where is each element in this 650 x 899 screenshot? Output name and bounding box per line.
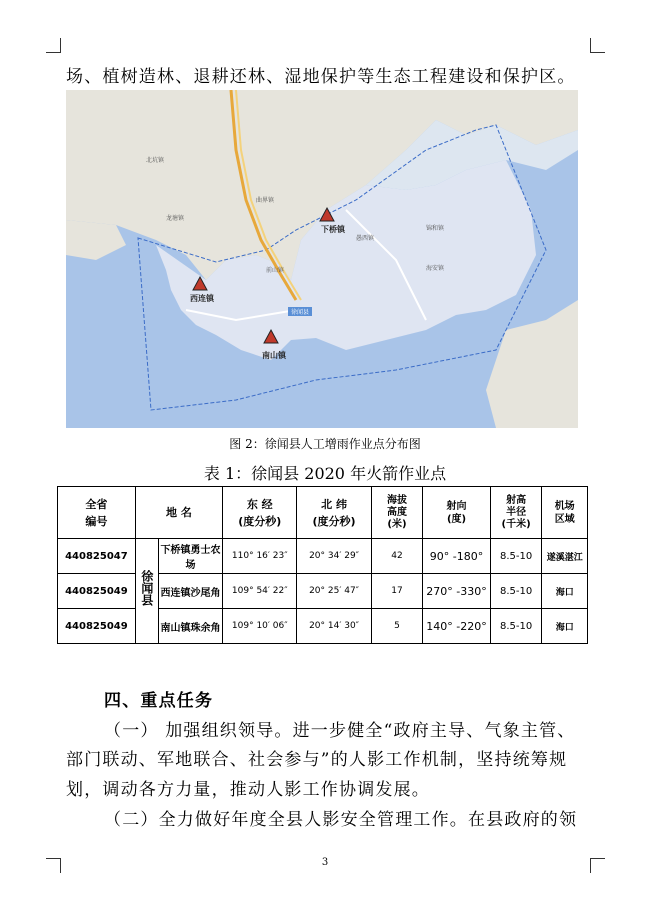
- cell-range: 8.5-10: [490, 539, 542, 574]
- cell-dir: 90° -180°: [423, 539, 491, 574]
- map-town-label: 南山镇: [262, 350, 286, 360]
- page-corner-mark: [46, 38, 61, 53]
- figure-caption: 图 2：徐闻县人工增雨作业点分布图: [229, 437, 421, 451]
- map-label: 前山镇: [266, 267, 285, 274]
- table-row: [58, 539, 588, 574]
- cell-lon: 110° 16′ 23″: [223, 539, 297, 574]
- cell-dir: 270° -330°: [423, 574, 491, 609]
- table-header-row: [58, 487, 588, 539]
- cell-place: 南山镇珠余角: [158, 609, 222, 644]
- page-number: 3: [321, 857, 329, 868]
- county-name: 徐闻县: [139, 569, 154, 606]
- map-label: 锦和镇: [426, 225, 445, 232]
- top-paragraph: 场、植树造林、退耕还林、湿地保护等生态工程建设和保护区。: [66, 67, 576, 87]
- page-corner-mark: [590, 38, 605, 53]
- cell-lon: 109° 10′ 06″: [223, 609, 297, 644]
- map-label: 愚西镇: [356, 235, 375, 242]
- header-lon: 东 经 (度分秒): [223, 487, 297, 539]
- rocket-site-table: [57, 486, 588, 644]
- table-caption: 表 1：徐闻县 2020 年火箭作业点: [203, 464, 447, 483]
- cell-place: 下桥镇勇士农场: [158, 539, 222, 574]
- cell-dir: 140° -220°: [423, 609, 491, 644]
- cell-code: 440825049: [58, 574, 136, 609]
- header-lat: 北 纬 (度分秒): [297, 487, 371, 539]
- header-alt: 海拔 高度 (米): [371, 487, 423, 539]
- header-code: 全省 编号: [58, 487, 136, 539]
- map-label: 龙塘镇: [166, 215, 185, 222]
- map-label-county: 徐闻县: [290, 309, 310, 316]
- cell-lon: 109° 54′ 22″: [223, 574, 297, 609]
- header-airport: 机场 区域: [542, 487, 588, 539]
- map-label: 海安镇: [426, 265, 445, 272]
- map-town-label: 下桥镇: [321, 224, 345, 234]
- para1-line3: 划，调动各方力量，推动人影工作协调发展。: [66, 780, 430, 800]
- cell-alt: 5: [371, 609, 423, 644]
- cell-alt: 17: [371, 574, 423, 609]
- cell-range: 8.5-10: [490, 609, 542, 644]
- header-place: 地 名: [135, 487, 222, 539]
- cell-alt: 42: [371, 539, 423, 574]
- cell-airport: 遂溪湛江: [542, 539, 588, 574]
- cell-lat: 20° 25′ 47″: [297, 574, 371, 609]
- para1-line1: （一） 加强组织领导。进一步健全“政府主导、气象主管、: [104, 721, 576, 741]
- cell-code: 440825049: [58, 609, 136, 644]
- cell-range: 8.5-10: [490, 574, 542, 609]
- cell-lat: 20° 14′ 30″: [297, 609, 371, 644]
- cell-county: [135, 539, 158, 644]
- cell-code: 440825047: [58, 539, 136, 574]
- cell-airport: 海口: [542, 609, 588, 644]
- map-label: 北坑镇: [146, 157, 165, 164]
- map-label: 曲界镇: [256, 197, 275, 204]
- cell-place: 西连镇沙尾角: [158, 574, 222, 609]
- para2-line1: （二）全力做好年度全县人影安全管理工作。在县政府的领: [104, 810, 578, 830]
- header-dir: 射向 (度): [423, 487, 491, 539]
- map-town-label: 西连镇: [190, 293, 214, 303]
- header-range: 射高 半径 (千米): [490, 487, 542, 539]
- para1-line2: 部门联动、军地联合、社会参与”的人影工作机制，坚持统筹规: [66, 750, 568, 770]
- section-heading: 四、重点任务: [104, 691, 214, 711]
- cell-lat: 20° 34′ 29″: [297, 539, 371, 574]
- distribution-map: [66, 90, 578, 428]
- cell-airport: 海口: [542, 574, 588, 609]
